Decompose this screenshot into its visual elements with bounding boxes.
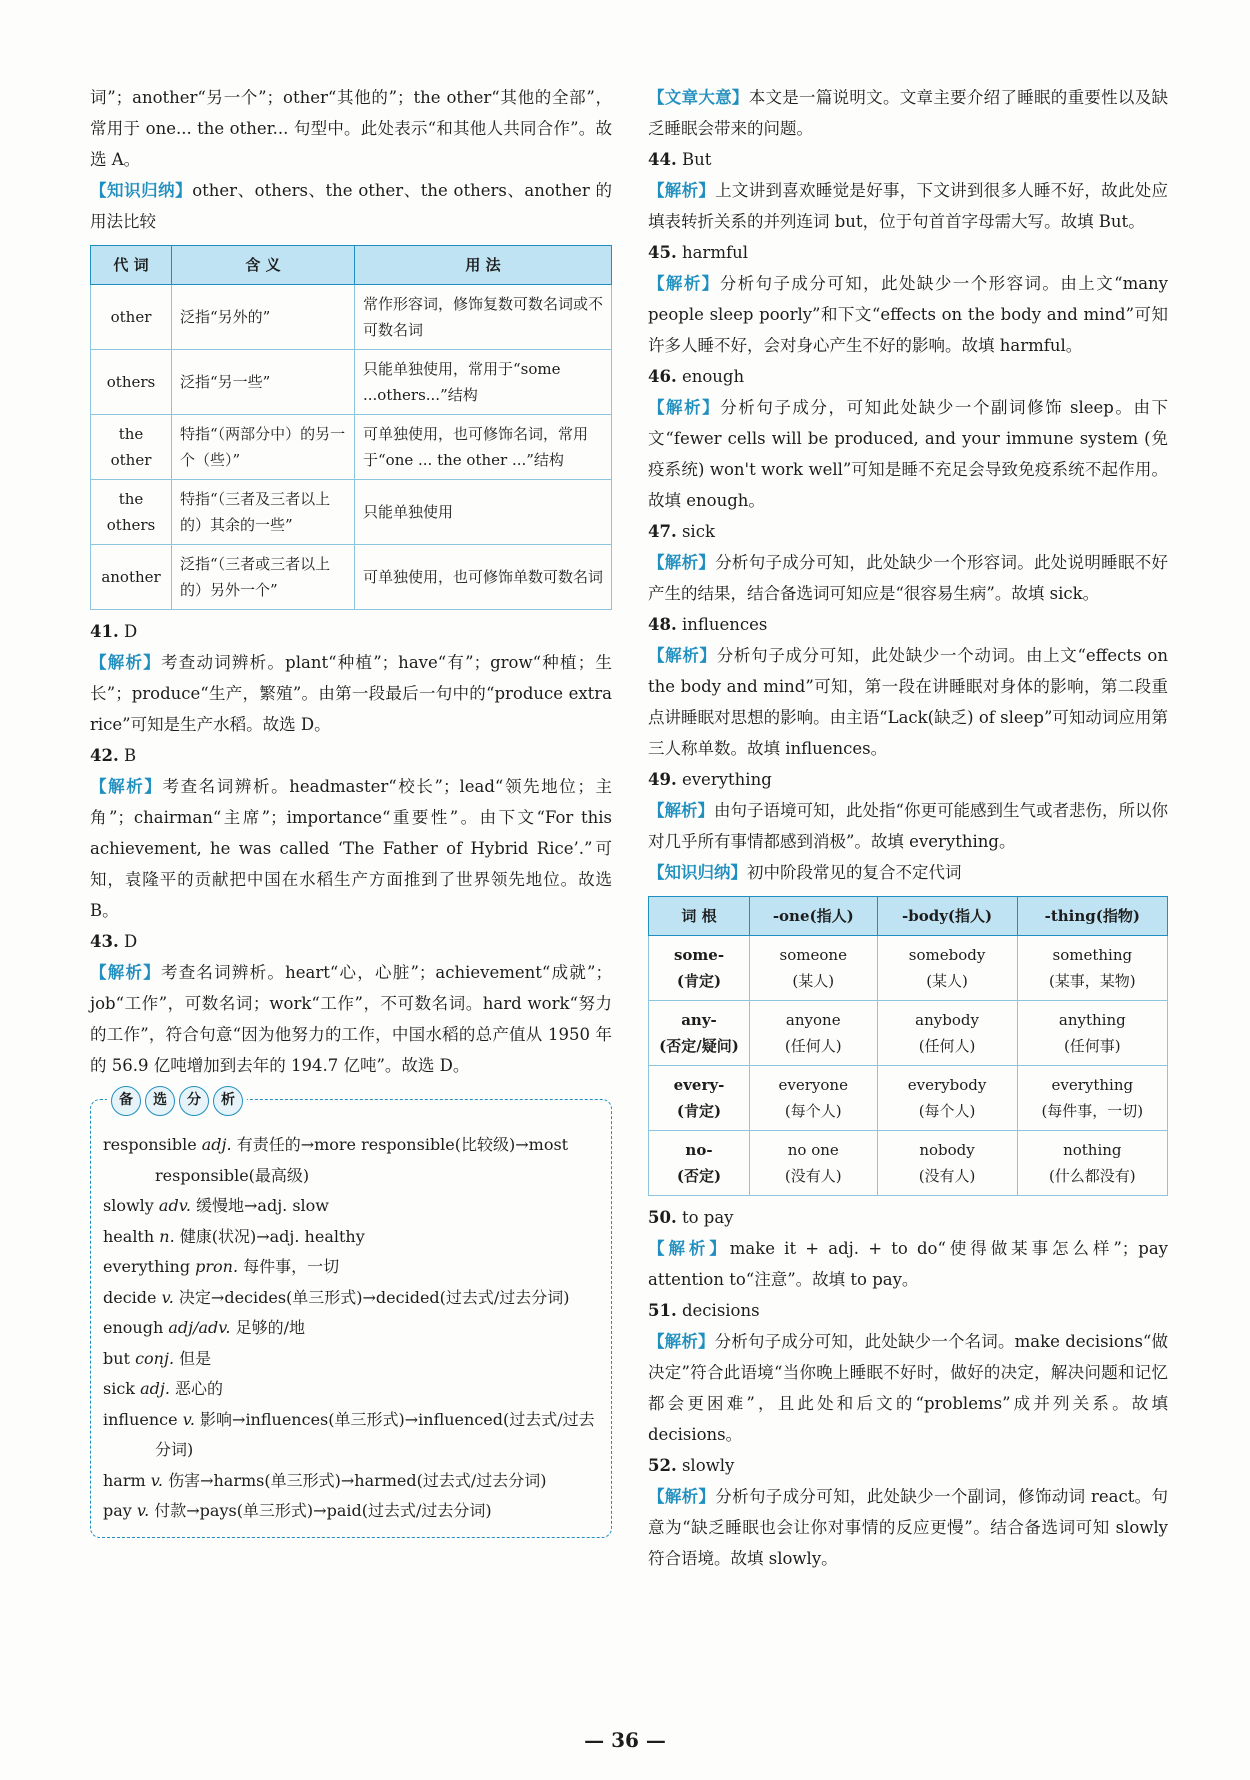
answer: But: [681, 150, 712, 169]
vocab-meaning: 影响→influences(单三形式)→influenced(过去式/过去分词): [155, 1409, 595, 1459]
root-word: no-: [685, 1141, 713, 1159]
vocab-meaning: 付款→pays(单三形式)→paid(过去式/过去分词): [154, 1501, 492, 1520]
root-word: any-: [681, 1011, 717, 1029]
left-column: [90, 82, 612, 1538]
pronoun-meaning: (没有人): [918, 1167, 976, 1185]
question-42-analysis: [90, 771, 612, 926]
table-cell: 可单独使用，也可修饰单数可数名词: [355, 545, 612, 610]
table-cell: other: [91, 285, 172, 350]
question-number: 52.: [648, 1456, 677, 1475]
question-47-analysis: [648, 547, 1168, 609]
pronoun-meaning: (任何人): [784, 1037, 842, 1055]
box-title-char: 选: [145, 1086, 175, 1116]
analysis-text: 由句子语境可知，此处指“你更可能感到生气或者悲伤，所以你对几乎所有事情都感到消极”。故填 everything。: [648, 801, 1169, 851]
analysis-text: 考查名词辨析。heart“心，心脏”；achievement“成就”；job“工作”，可数名词；work“工作”，不可数名词。hard work“努力的工作”，符合句意“因为他努力的工作，中国水稻的总产值从 1950 年的 56.9 亿吨增加到去年的 194.7 亿吨”。故选 D。: [90, 963, 612, 1075]
table-cell: [649, 1131, 750, 1196]
pronoun-word: everybody: [907, 1076, 987, 1094]
question-number: 50.: [648, 1208, 677, 1227]
analysis-tag: 【解析】: [648, 1239, 730, 1258]
question-49-answer: [648, 764, 1168, 795]
vocab-meaning: 但是: [179, 1348, 212, 1368]
vocab-meaning: 伤害→harms(单三形式)→harmed(过去式/过去分词): [168, 1470, 547, 1490]
answer: D: [123, 932, 138, 951]
analysis-text: 分析句子成分可知，此处缺少一个形容词。此处说明睡眠不好产生的结果，结合备选词可知应是“很容易生病”。故填 sick。: [648, 553, 1169, 603]
table-cell: 可单独使用，也可修饰名词，常用于“one ... the other ...”结构: [355, 415, 612, 480]
answer: influences: [681, 615, 768, 634]
question-number: 49.: [648, 770, 677, 789]
table-header: 含 义: [172, 246, 355, 285]
pronoun-word: nobody: [919, 1141, 975, 1159]
knowledge-summary-2: [648, 857, 1168, 888]
pronoun-meaning: (每个人): [918, 1102, 976, 1120]
table-cell: [1017, 936, 1167, 1001]
vocabulary-entry: [103, 1191, 597, 1222]
vocab-meaning: 健康(状况)→adj. healthy: [179, 1226, 365, 1246]
vocabulary-entry: [103, 1283, 597, 1314]
vocabulary-entry: [103, 1374, 597, 1405]
vocabulary-entry: [103, 1405, 597, 1466]
analysis-tag: 【解析】: [648, 274, 720, 293]
table-cell: 泛指“（三者或三者以上的）另外一个”: [172, 545, 355, 610]
right-column: [648, 82, 1168, 1574]
vocabulary-entry: [103, 1344, 597, 1375]
pronoun-word: anyone: [785, 1011, 841, 1029]
option-analysis-box: [90, 1092, 612, 1538]
pronoun-word: no one: [787, 1141, 839, 1159]
question-52-analysis: [648, 1481, 1168, 1574]
analysis-text: 分析句子成分可知，此处缺少一个名词。make decisions“做决定”符合此语境“当你晚上睡眠不好时，做好的决定，解决问题和记忆都会更困难”，且此处和后文的“problems”成并列关系。故填 decisions。: [648, 1332, 1169, 1444]
pronoun-meaning: (每个人): [784, 1102, 842, 1120]
analysis-tag: 【解析】: [648, 801, 715, 820]
vocab-pos: adv.: [158, 1196, 191, 1215]
table-row: [91, 285, 612, 350]
question-number: 48.: [648, 615, 677, 634]
analysis-text: 考查动词辨析。plant“种植”；have“有”；grow“种植；生长”；produce“生产，繁殖”。由第一段最后一句中的“produce extra rice”可知是生产水稻。故选 D。: [90, 653, 612, 734]
root-note: (否定): [676, 1167, 722, 1185]
table-cell: [877, 1066, 1017, 1131]
intro-paragraph: 词”；another“另一个”；other“其他的”；the other“其他的全部”，常用于 one... the other... 句型中。此处表示“和其他人共同合作”。故选 A。: [90, 88, 612, 169]
root-word: every-: [673, 1076, 725, 1094]
analysis-text: 分析句子成分可知，此处缺少一个副词，修饰动词 react。句意为“缺乏睡眠也会让你对事情的反应更慢”。结合备选词可知 slowly 符合语境。故填 slowly。: [648, 1487, 1168, 1568]
vocab-pos: pron.: [195, 1257, 239, 1276]
pronoun-meaning: (某人): [792, 972, 835, 990]
table-cell: 只能单独使用，常用于“some ...others...”结构: [355, 350, 612, 415]
answer: enough: [681, 367, 745, 386]
analysis-text: make it + adj. + to do“使得做某事怎么样”；pay attention to“注意”。故填 to pay。: [648, 1239, 1168, 1289]
answer: D: [123, 622, 138, 641]
vocab-pos: adj.: [140, 1379, 170, 1398]
knowledge-tag: 【知识归纳】: [90, 181, 193, 200]
knowledge-text: other、others、the other、the others、another 的用法比较: [90, 181, 612, 231]
question-49-analysis: [648, 795, 1168, 857]
table-header: -thing(指物): [1017, 897, 1167, 936]
vocab-pos: v.: [150, 1470, 163, 1490]
analysis-text: 考查名词辨析。headmaster“校长”；lead“领先地位；主角”；chairman“主席”；importance“重要性”。由下文“For this achievement, he was called ‘The Father of Hybrid Rice’.”可知，袁隆平的贡献把中国在水稻生产方面推到了世界领先地位。故选 B。: [90, 777, 612, 920]
summary-text: 本文是一篇说明文。文章主要介绍了睡眠的重要性以及缺乏睡眠会带来的问题。: [648, 88, 1169, 138]
pronoun-word: anything: [1058, 1011, 1126, 1029]
question-50-analysis: [648, 1233, 1168, 1295]
vocab-word: harm: [103, 1470, 146, 1490]
table-cell: 特指“（三者及三者以上的）其余的一些”: [172, 480, 355, 545]
vocab-meaning: 有责任的→more responsible(比较级)→most responsible(最高级): [155, 1135, 569, 1185]
question-number: 44.: [648, 150, 677, 169]
box-title-char: 分: [179, 1086, 209, 1116]
analysis-tag: 【解析】: [90, 653, 161, 672]
analysis-tag: 【解析】: [648, 646, 717, 665]
analysis-text: 分析句子成分，可知此处缺少一个副词修饰 sleep。由下文“fewer cells will be produced, and your immune system (免疫系统) won't work well”可知是睡不充足会导致免疫系统不起作用。故填 enough。: [648, 398, 1168, 510]
answer: decisions: [681, 1301, 760, 1320]
question-47-answer: [648, 516, 1168, 547]
pronoun-word: someone: [779, 946, 847, 964]
table-header: 词 根: [649, 897, 750, 936]
pronoun-meaning: (没有人): [784, 1167, 842, 1185]
table-row: [91, 480, 612, 545]
table-cell: [877, 1001, 1017, 1066]
vocab-word: responsible: [103, 1135, 197, 1154]
vocabulary-entry: [103, 1130, 597, 1191]
pronoun-meaning: (任何事): [1063, 1037, 1121, 1055]
table-row: [91, 415, 612, 480]
pronoun-word: something: [1052, 946, 1133, 964]
table-cell: [649, 1001, 750, 1066]
pronoun-meaning: (任何人): [918, 1037, 976, 1055]
analysis-tag: 【解析】: [90, 777, 163, 796]
pronoun-word: nothing: [1063, 1141, 1122, 1159]
vocab-word: slowly: [103, 1196, 154, 1215]
vocab-pos: n.: [159, 1226, 175, 1246]
analysis-tag: 【解析】: [648, 181, 716, 200]
question-48-answer: [648, 609, 1168, 640]
question-45-analysis: [648, 268, 1168, 361]
box-title-char: 备: [111, 1086, 141, 1116]
table-cell: 特指“（两部分中）的另一个（些）”: [172, 415, 355, 480]
table-row: [91, 545, 612, 610]
question-number: 51.: [648, 1301, 677, 1320]
vocabulary-entry: [103, 1313, 597, 1344]
table-header: 用 法: [355, 246, 612, 285]
vocab-pos: v.: [161, 1287, 174, 1307]
table-row: [649, 936, 1168, 1001]
answer: slowly: [681, 1456, 735, 1475]
table-cell: 常作形容词，修饰复数可数名词或不可数名词: [355, 285, 612, 350]
root-note: (肯定): [676, 1102, 722, 1120]
answer: everything: [681, 770, 772, 789]
indefinite-pronoun-table: [648, 896, 1168, 1196]
knowledge-summary-1: [90, 175, 612, 237]
vocab-word: enough: [103, 1318, 164, 1337]
question-48-analysis: [648, 640, 1168, 764]
question-number: 43.: [90, 932, 119, 951]
analysis-text: 分析句子成分可知，此处缺少一个形容词。由上文“many people sleep poorly”和下文“effects on the body and mind”可知许多人睡不好，会对身心产生不好的影响。故填 harmful。: [648, 274, 1168, 355]
table-cell: [649, 936, 750, 1001]
table-cell: 泛指“另外的”: [172, 285, 355, 350]
knowledge-text: 初中阶段常见的复合不定代词: [747, 863, 962, 882]
table-cell: [750, 1001, 878, 1066]
question-43-answer: [90, 926, 612, 957]
question-41-answer: [90, 616, 612, 647]
root-note: (肯定): [676, 972, 722, 990]
table-row: [649, 1131, 1168, 1196]
table-cell: [649, 1066, 750, 1131]
vocab-pos: v.: [136, 1501, 150, 1520]
vocab-word: influence: [103, 1409, 178, 1429]
table-cell: another: [91, 545, 172, 610]
question-44-answer: [648, 144, 1168, 175]
other-usage-table: [90, 245, 612, 610]
vocab-meaning: 恶心的: [175, 1379, 224, 1398]
vocab-meaning: 决定→decides(单三形式)→decided(过去式/过去分词): [178, 1287, 570, 1307]
vocab-meaning: 缓慢地→adj. slow: [196, 1196, 329, 1215]
pronoun-meaning: (每件事，一切): [1041, 1102, 1144, 1120]
vocab-meaning: 足够的/地: [235, 1318, 305, 1337]
table-cell: [877, 936, 1017, 1001]
question-50-answer: [648, 1202, 1168, 1233]
question-45-answer: [648, 237, 1168, 268]
analysis-tag: 【解析】: [648, 553, 716, 572]
summary-tag: 【文章大意】: [648, 88, 749, 107]
table-row: [649, 1001, 1168, 1066]
analysis-tag: 【解析】: [648, 398, 721, 417]
question-42-answer: [90, 740, 612, 771]
question-number: 41.: [90, 622, 119, 641]
pronoun-meaning: (某人): [926, 972, 968, 990]
pronoun-word: somebody: [908, 946, 986, 964]
vocab-pos: adj.: [201, 1135, 232, 1154]
table-row: [91, 350, 612, 415]
root-word: some-: [673, 946, 725, 964]
pronoun-meaning: (什么都没有): [1048, 1167, 1136, 1185]
table-cell: [750, 1066, 878, 1131]
table-header: 代 词: [91, 246, 172, 285]
question-52-answer: [648, 1450, 1168, 1481]
answer: sick: [681, 522, 715, 541]
analysis-tag: 【解析】: [648, 1332, 715, 1351]
table-cell: [1017, 1066, 1167, 1131]
answer: harmful: [681, 243, 748, 262]
table-cell: [750, 1131, 878, 1196]
vocabulary-entry: [103, 1222, 597, 1253]
question-46-answer: [648, 361, 1168, 392]
vocab-pos: v.: [182, 1409, 195, 1429]
pronoun-meaning: (某事，某物): [1048, 972, 1136, 990]
root-note: (否定/疑问): [659, 1037, 739, 1055]
vocab-pos: adj/adv.: [168, 1318, 231, 1337]
question-number: 47.: [648, 522, 677, 541]
vocabulary-entry: [103, 1252, 597, 1283]
question-46-analysis: [648, 392, 1168, 516]
vocab-word: but: [103, 1348, 130, 1368]
analysis-text: 上文讲到喜欢睡觉是好事，下文讲到很多人睡不好，故此处应填表转折关系的并列连词 but，位于句首首字母需大写。故填 But。: [648, 181, 1169, 231]
analysis-tag: 【解析】: [648, 1487, 716, 1506]
table-cell: [750, 936, 878, 1001]
knowledge-tag: 【知识归纳】: [648, 863, 747, 882]
table-row: [649, 1066, 1168, 1131]
question-number: 45.: [648, 243, 677, 262]
pronoun-word: anybody: [915, 1011, 979, 1029]
question-number: 46.: [648, 367, 677, 386]
table-cell: the others: [91, 480, 172, 545]
table-cell: 只能单独使用: [355, 480, 612, 545]
vocab-word: health: [103, 1226, 155, 1246]
answer: to pay: [681, 1208, 734, 1227]
article-summary: [648, 82, 1168, 144]
table-cell: [1017, 1131, 1167, 1196]
vocabulary-entry: [103, 1496, 597, 1527]
table-cell: [1017, 1001, 1167, 1066]
table-header: -one(指人): [750, 897, 878, 936]
vocab-word: pay: [103, 1501, 132, 1520]
question-number: 42.: [90, 746, 119, 765]
page-number: — 36 —: [584, 1728, 666, 1752]
vocab-pos: conj.: [135, 1348, 175, 1368]
analysis-tag: 【解析】: [90, 963, 161, 982]
box-title-char: 析: [213, 1086, 243, 1116]
question-41-analysis: [90, 647, 612, 740]
vocabulary-list: [103, 1130, 597, 1527]
pronoun-table-body: [649, 936, 1168, 1196]
pronoun-word: everything: [1051, 1076, 1134, 1094]
table-cell: 泛指“另一些”: [172, 350, 355, 415]
table-cell: the other: [91, 415, 172, 480]
answer: B: [123, 746, 137, 765]
vocabulary-entry: [103, 1466, 597, 1497]
vocab-word: decide: [103, 1287, 157, 1307]
question-43-analysis: [90, 957, 612, 1081]
question-51-answer: [648, 1295, 1168, 1326]
table-cell: [877, 1131, 1017, 1196]
vocab-meaning: 每件事，一切: [243, 1257, 340, 1276]
box-title: [107, 1086, 247, 1116]
question-51-analysis: [648, 1326, 1168, 1450]
vocab-word: everything: [103, 1257, 191, 1276]
table-header: -body(指人): [877, 897, 1017, 936]
vocab-word: sick: [103, 1379, 135, 1398]
analysis-text: 分析句子成分可知，此处缺少一个动词。由上文“effects on the body and mind”可知，第一段在讲睡眠对身体的影响，第二段重点讲睡眠对思想的影响。由主语“Lack(缺乏) of sleep”可知动词应用第三人称单数。故填 influences。: [648, 646, 1168, 758]
pronoun-word: everyone: [778, 1076, 848, 1094]
table-cell: others: [91, 350, 172, 415]
question-44-analysis: [648, 175, 1168, 237]
